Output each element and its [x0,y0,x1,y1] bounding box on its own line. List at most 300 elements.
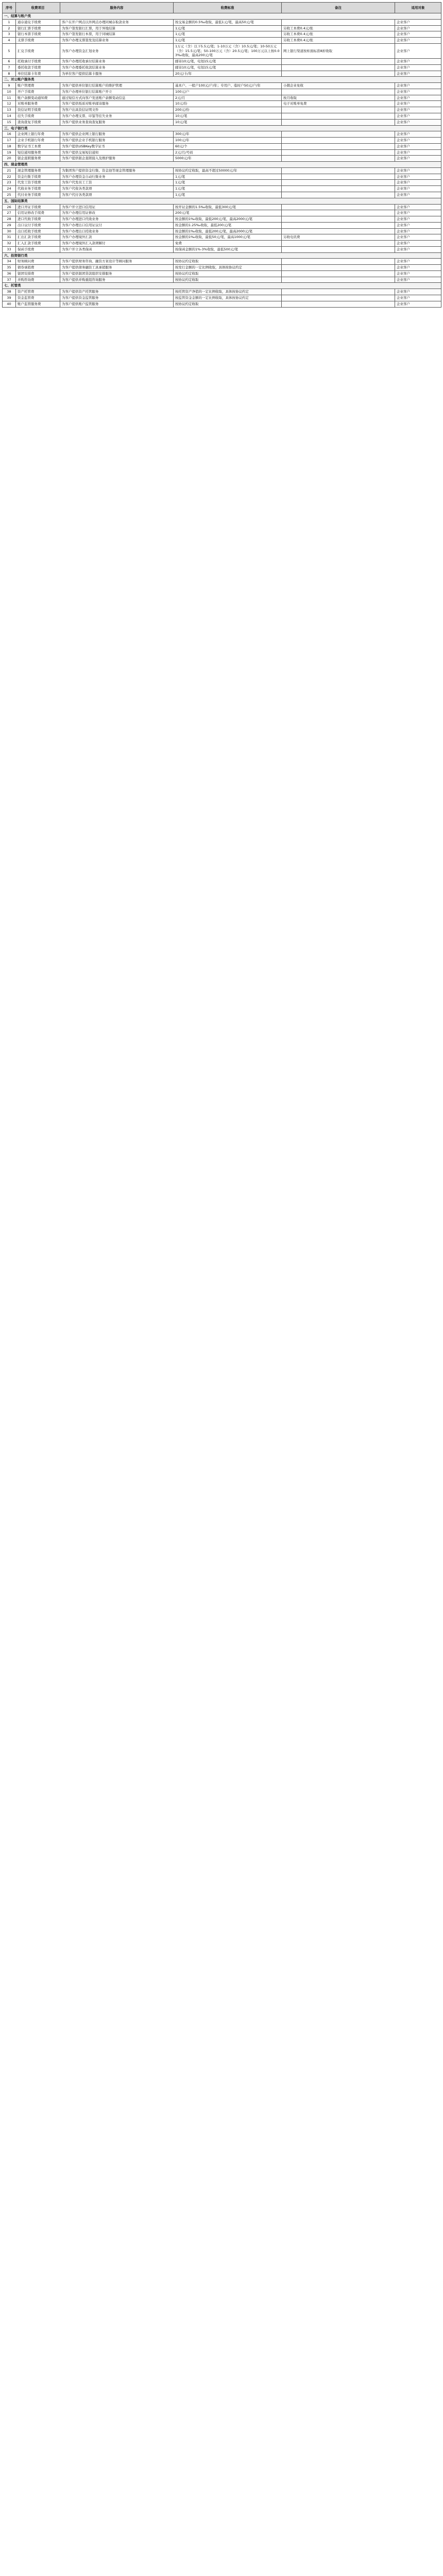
cell-name: 查询查复手续费 [16,119,60,125]
header-price: 收费标准 [174,3,282,13]
cell-no: 30 [3,228,16,234]
cell-price: 按交易金额的0.5‰收取，最低1元/笔，最高50元/笔 [174,19,282,25]
cell-no: 31 [3,234,16,241]
cell-no: 4 [3,38,16,44]
cell-note [282,138,395,144]
cell-scope: 企业客户 [395,246,441,252]
cell-price: 按协议约定收取 [174,301,282,307]
cell-name: 出口托收手续费 [16,228,60,234]
cell-note [282,295,395,301]
cell-no: 22 [3,174,16,180]
cell-scope: 企业客户 [395,119,441,125]
cell-name: 现金管理服务费 [16,167,60,174]
table-row [3,113,441,120]
cell-scope: 企业客户 [395,265,441,271]
cell-service: 为客户代发员工工资 [60,180,174,186]
cell-note [282,204,395,210]
cell-note [282,259,395,265]
cell-no: 32 [3,241,16,247]
cell-name: 汇兑手续费 [16,43,60,58]
cell-scope: 企业客户 [395,222,441,228]
table-row [3,192,441,198]
header-row [3,3,441,13]
cell-note [282,192,395,198]
cell-service: 为客户提供资金监管服务 [60,295,174,301]
table-row [3,95,441,101]
table-row [3,31,441,38]
cell-name: 委托收款手续费 [16,64,60,71]
cell-note [282,289,395,295]
cell-price: 按金额的1‰收取，最低200元/笔，最高2000元/笔 [174,228,282,234]
cell-price: 按监管资金金额的一定比例收取，具体按协议约定 [174,295,282,301]
section-title: 六、投资银行类 [3,252,441,259]
table-row [3,89,441,95]
cell-note: 网上银行渠道按柜面标准8折收取 [282,43,395,58]
cell-service: 为客户提供财务咨询、融资方案设计等顾问服务 [60,259,174,265]
cell-name: 财务顾问费 [16,259,60,265]
cell-price: 按协议约定收取 [174,277,282,283]
cell-service: 为客户签发银行本票，用于同城结算 [60,31,174,38]
cell-name: 通存通兑手续费 [16,19,60,25]
cell-note [282,89,395,95]
section-title: 三、电子银行类 [3,125,441,131]
table-row [3,216,441,223]
cell-no: 39 [3,295,16,301]
header-no: 序号 [3,3,16,13]
cell-scope: 企业客户 [395,138,441,144]
cell-name: 挂失手续费 [16,113,60,120]
cell-no: 37 [3,277,16,283]
section-row [3,125,441,131]
table-row [3,59,441,65]
cell-note [282,131,395,138]
cell-service: 为集团客户提供资金归集、资金池等现金管理服务 [60,167,174,174]
cell-name: 开户手续费 [16,89,60,95]
cell-no: 29 [3,222,16,228]
table-row [3,83,441,89]
cell-name: 账户监管服务费 [16,301,60,307]
cell-price: 200元/份 [174,107,282,113]
section-title: 二、对公账户服务类 [3,77,441,83]
table-row [3,25,441,31]
cell-service: 为客户办理进口代收业务 [60,216,174,223]
cell-price: 1元/笔 [174,25,282,31]
cell-scope: 企业客户 [395,228,441,234]
cell-note [282,167,395,174]
cell-price: 20元/卡/年 [174,71,282,77]
section-title: 四、现金管理类 [3,162,441,168]
section-row [3,77,441,83]
cell-note [282,180,395,186]
cell-service: 为客户办理托收承付结算业务 [60,59,174,65]
table-row [3,265,441,271]
cell-name: 债券承销费 [16,265,60,271]
cell-no: 28 [3,216,16,223]
cell-scope: 企业客户 [395,210,441,216]
cell-name: 汇出汇款手续费 [16,234,60,241]
cell-price: 1元/笔 [174,31,282,38]
cell-price: 10元/笔 [174,119,282,125]
cell-name: 资产托管费 [16,289,60,295]
cell-scope: 企业客户 [395,43,441,58]
cell-service: 为客户提供企业手机银行服务 [60,138,174,144]
cell-name: 资金归集手续费 [16,174,60,180]
table-row [3,167,441,174]
cell-scope: 企业客户 [395,83,441,89]
cell-name: 汇入汇款手续费 [16,241,60,247]
cell-name: 资金监管费 [16,295,60,301]
cell-no: 27 [3,210,16,216]
cell-note [282,241,395,247]
table-row [3,138,441,144]
cell-price: 按协议约定收取 [174,270,282,277]
header-service: 服务内容 [60,3,174,13]
cell-no: 26 [3,204,16,210]
cell-no: 8 [3,71,16,77]
cell-note: 小微企业免收 [282,83,395,89]
cell-service: 为客户办理出口托收业务 [60,228,174,234]
cell-scope: 企业客户 [395,59,441,65]
cell-price: 按金额的1‰收取，最低50元/笔，最高1000元/笔 [174,234,282,241]
cell-no: 10 [3,89,16,95]
cell-no: 11 [3,95,16,101]
cell-no: 20 [3,156,16,162]
cell-no: 3 [3,31,16,38]
cell-no: 21 [3,167,16,174]
section-title: 七、托管类 [3,283,441,289]
cell-name: 企业网上银行年费 [16,131,60,138]
cell-name: 账户管理费 [16,83,60,89]
cell-note: 另收工本费0.4元/张 [282,38,395,44]
cell-no: 13 [3,107,16,113]
table-row [3,210,441,216]
cell-no: 24 [3,186,16,192]
cell-name: 短信通知服务费 [16,149,60,156]
cell-price: 2元/月/号码 [174,149,282,156]
cell-scope: 企业客户 [395,95,441,101]
table-row [3,174,441,180]
cell-note [282,143,395,149]
cell-scope: 企业客户 [395,113,441,120]
cell-scope: 企业客户 [395,31,441,38]
cell-note [282,265,395,271]
table-row [3,289,441,295]
table-row [3,71,441,77]
table-row [3,241,441,247]
cell-service: 为客户办理资金自动归集业务 [60,174,174,180]
cell-price: 按金额的1‰收取，最低200元/笔，最高2000元/笔 [174,216,282,223]
cell-service: 为客户提供纸质对账单邮寄服务 [60,101,174,107]
cell-name: 银行汇票手续费 [16,25,60,31]
section-row [3,162,441,168]
cell-scope: 企业客户 [395,186,441,192]
cell-service: 为客户办理委托收款结算业务 [60,64,174,71]
section-row [3,198,441,204]
fee-table [2,2,441,308]
cell-price: 邮寄10元/笔，电划15元/笔 [174,64,282,71]
cell-service: 为客户提供交易短信通知 [60,149,174,156]
cell-service: 为客户提供单位银行结算账户的维护管理 [60,83,174,89]
cell-service: 为客户提供资产托管服务 [60,289,174,295]
cell-price: 5000元/年 [174,156,282,162]
cell-price: 1元/笔 [174,192,282,198]
cell-price: 60元/个 [174,143,282,149]
section-row [3,13,441,20]
cell-name: 进口代收手续费 [16,216,60,223]
cell-name: 出口议付手续费 [16,222,60,228]
cell-note [282,270,395,277]
cell-scope: 企业客户 [395,38,441,44]
cell-price: 1元/笔 [174,38,282,44]
cell-scope: 企业客户 [395,101,441,107]
cell-scope: 企业客户 [395,289,441,295]
table-row [3,43,441,58]
cell-note [282,59,395,65]
table-row [3,228,441,234]
table-row [3,131,441,138]
cell-no: 23 [3,180,16,186]
section-row [3,283,441,289]
cell-name: 代收业务手续费 [16,186,60,192]
cell-price: 按保函金额的1%-3%收取，最低500元/笔 [174,246,282,252]
cell-name: 支票手续费 [16,38,60,44]
cell-service: 为客户代收各类款项 [60,186,174,192]
cell-note [282,156,395,162]
cell-name: 单位结算卡年费 [16,71,60,77]
cell-no: 2 [3,25,16,31]
header-scope: 适用对象 [395,3,441,13]
cell-name: 企业手机银行年费 [16,138,60,144]
cell-note: 另收电讯费 [282,234,395,241]
cell-no: 36 [3,270,16,277]
cell-service: 为客户提供账户监管服务 [60,301,174,307]
cell-no: 17 [3,138,16,144]
cell-no: 5 [3,43,16,58]
cell-price: 免费 [174,241,282,247]
table-row [3,143,441,149]
cell-no: 19 [3,149,16,156]
cell-note [282,210,395,216]
cell-price: 10元/份 [174,101,282,107]
cell-service: 为客户签发银行汇票，用于异地结算 [60,25,174,31]
cell-no: 7 [3,64,16,71]
cell-price: 按协议约定收取，最高不超过50000元/年 [174,167,282,174]
cell-service: 为客户代付各类款项 [60,192,174,198]
table-row [3,149,441,156]
table-row [3,270,441,277]
cell-note [282,64,395,71]
cell-name: 代付业务手续费 [16,192,60,198]
cell-price: 10元/笔 [174,113,282,120]
cell-service: 为客户办理支票、印鉴等挂失业务 [60,113,174,120]
cell-price: 邮寄10元/笔，电划15元/笔 [174,59,282,65]
cell-service: 为客户办理单位银行结算账户开立 [60,89,174,95]
cell-service: 为客户提供银企直联接入及维护服务 [60,156,174,162]
cell-note [282,119,395,125]
cell-service: 为单位客户提供结算卡服务 [60,71,174,77]
cell-note [282,216,395,223]
cell-name: 银行本票手续费 [16,31,60,38]
table-row [3,119,441,125]
cell-no: 33 [3,246,16,252]
cell-note: 另收工本费0.4元/张 [282,31,395,38]
table-row [3,301,441,307]
table-row [3,19,441,25]
cell-scope: 企业客户 [395,149,441,156]
cell-note [282,222,395,228]
table-row [3,222,441,228]
cell-no: 1 [3,19,16,25]
cell-scope: 企业客户 [395,167,441,174]
cell-scope: 企业客户 [395,19,441,25]
cell-no: 6 [3,59,16,65]
section-row [3,252,441,259]
cell-note [282,186,395,192]
cell-note [282,71,395,77]
cell-scope: 企业客户 [395,64,441,71]
table-row [3,180,441,186]
cell-price: 100元/年 [174,138,282,144]
cell-scope: 企业客户 [395,259,441,265]
table-row [3,156,441,162]
table-row [3,259,441,265]
header-note: 备注 [282,3,395,13]
cell-scope: 企业客户 [395,295,441,301]
cell-name: 数字证书工本费 [16,143,60,149]
cell-no: 34 [3,259,16,265]
table-row [3,101,441,107]
cell-price: 基本户、一般户100元/户/年；专用户、临时户50元/户/年 [174,83,282,89]
cell-price: 按开证金额的1.5‰收取，最低300元/笔 [174,204,282,210]
cell-note [282,228,395,234]
cell-note [282,174,395,180]
cell-service: 为客户开立各类保函 [60,246,174,252]
cell-scope: 企业客户 [395,270,441,277]
cell-scope: 企业客户 [395,180,441,186]
cell-name: 账户余额变动通知费 [16,95,60,101]
cell-price: 按协议约定收取 [174,259,282,265]
cell-scope: 企业客户 [395,143,441,149]
cell-scope: 企业客户 [395,156,441,162]
cell-scope: 企业客户 [395,204,441,210]
cell-no: 12 [3,101,16,107]
cell-note [282,19,395,25]
cell-scope: 企业客户 [395,131,441,138]
cell-name: 资信证明手续费 [16,107,60,113]
cell-scope: 企业客户 [395,71,441,77]
cell-name: 托收承付手续费 [16,59,60,65]
cell-scope: 企业客户 [395,25,441,31]
cell-service: 为客户提供业务查询查复服务 [60,119,174,125]
cell-name: 保函手续费 [16,246,60,252]
cell-price: 按托管资产净值的一定比例收取，具体按协议约定 [174,289,282,295]
cell-note: 另收工本费0.4元/张 [282,25,395,31]
cell-service: 为客户办理信用证修改 [60,210,174,216]
cell-price: 2元/月 [174,95,282,101]
cell-service: 为客户提供USBKey数字证书 [60,143,174,149]
table-row [3,234,441,241]
cell-no: 35 [3,265,16,271]
cell-service: 为客户开立进口信用证 [60,204,174,210]
header-name: 收费项目 [16,3,60,13]
cell-service: 通过短信方式向客户发送账户余额变动信息 [60,95,174,101]
cell-service: 为客户办理境外汇款 [60,234,174,241]
cell-note [282,149,395,156]
cell-price: 1元/笔 [174,174,282,180]
cell-scope: 企业客户 [395,107,441,113]
cell-price: 1元/笔 [174,180,282,186]
cell-service: 为客户提供企业网上银行服务 [60,131,174,138]
cell-service: 为客户提供债务融资工具承销服务 [60,265,174,271]
cell-service: 为客户办理境外汇入款项解付 [60,241,174,247]
table-row [3,246,441,252]
cell-scope: 企业客户 [395,234,441,241]
cell-no: 25 [3,192,16,198]
cell-scope: 企业客户 [395,241,441,247]
cell-scope: 企业客户 [395,301,441,307]
cell-price: 按发行金额的一定比例收取，具体按协议约定 [174,265,282,271]
cell-no: 40 [3,301,16,307]
cell-scope: 企业客户 [395,192,441,198]
cell-price: 1万元（含）以下5.5元/笔；1-10万元（含）10.5元/笔；10-50万元（含）15.5元/笔；50-100万元（含）20.5元/笔；100万元以上按0.03‰收取，最高200元/笔 [174,43,282,58]
cell-service: 为客户提供银团贷款组织安排服务 [60,270,174,277]
cell-price: 300元/年 [174,131,282,138]
table-row [3,204,441,210]
cell-note [282,246,395,252]
cell-note [282,301,395,307]
cell-no: 15 [3,119,16,125]
cell-name: 进口开证手续费 [16,204,60,210]
cell-note [282,107,395,113]
table-row [3,186,441,192]
cell-no: 16 [3,131,16,138]
cell-service: 为客户办理资金汇划业务 [60,43,174,58]
cell-price: 100元/户 [174,89,282,95]
cell-service: 为客户出具资信证明文件 [60,107,174,113]
section-title: 五、国际结算类 [3,198,441,204]
table-row [3,295,441,301]
cell-price: 200元/笔 [174,210,282,216]
cell-no: 14 [3,113,16,120]
table-row [3,64,441,71]
table-row [3,277,441,283]
cell-price: 按金额的1.25‰收取，最低200元/笔 [174,222,282,228]
cell-scope: 企业客户 [395,277,441,283]
cell-service: 为客户办理支票签发及结算业务 [60,38,174,44]
cell-scope: 企业客户 [395,174,441,180]
cell-service: 为客户提供并购重组咨询服务 [60,277,174,283]
table-row [3,38,441,44]
cell-scope: 企业客户 [395,216,441,223]
cell-no: 38 [3,289,16,295]
cell-name: 银企直联服务费 [16,156,60,162]
cell-name: 银团安排费 [16,270,60,277]
cell-no: 18 [3,143,16,149]
cell-no: 9 [3,83,16,89]
table-row [3,107,441,113]
cell-name: 对账单服务费 [16,101,60,107]
cell-note [282,277,395,283]
cell-note: 电子对账单免费 [282,101,395,107]
cell-service: 为客户办理出口信用证议付 [60,222,174,228]
cell-note: 按月收取 [282,95,395,101]
cell-name: 代发工资手续费 [16,180,60,186]
fee-table-body [3,13,441,308]
section-title: 一、结算与账户类 [3,13,441,20]
cell-scope: 企业客户 [395,89,441,95]
cell-note [282,113,395,120]
cell-name: 信用证修改手续费 [16,210,60,216]
